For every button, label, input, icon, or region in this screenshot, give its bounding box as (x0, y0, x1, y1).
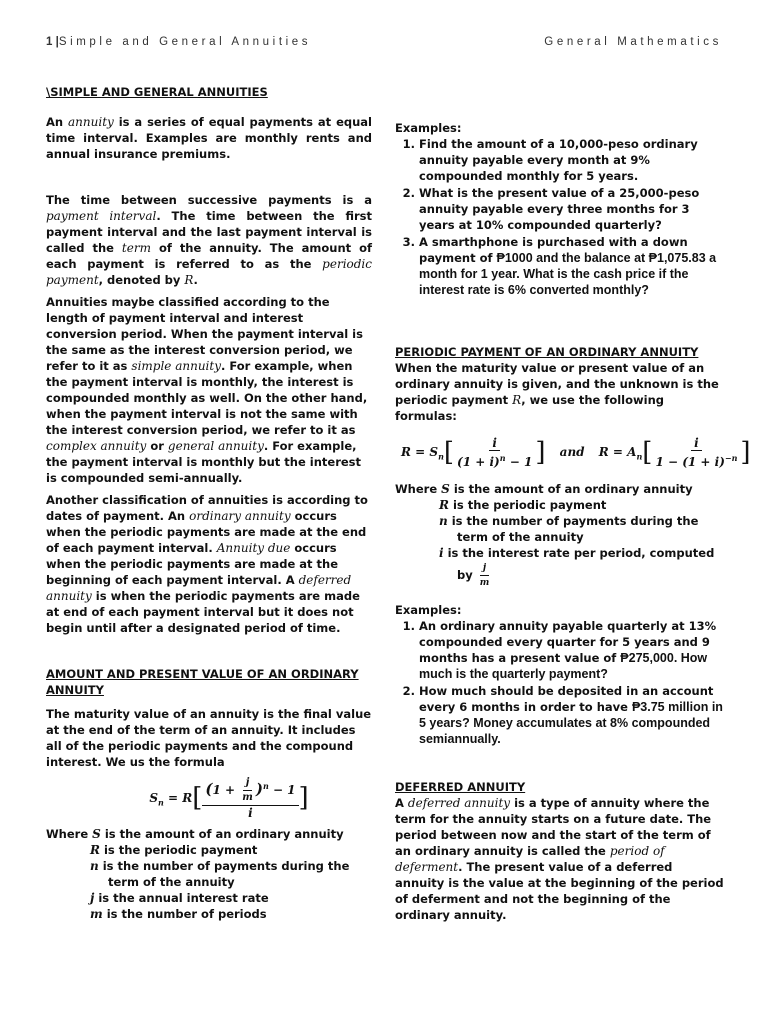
where-line: i is the interest rate per period, computed (439, 546, 715, 560)
paragraph-classification-dates: Another classification of annuities is according to dates of payment. An ordinary annuity occurs when the periodic payments are made at the end of each payment interval. Annuity due occurs when the periodic payments are made at the beginning of each payment interval. A deferred annuity is when the periodic payments are made at end of each payment interval but it does not begin until after a designated period of time. (46, 493, 368, 635)
section-heading-periodic-payment: PERIODIC PAYMENT OF AN ORDINARY ANNUITY (395, 345, 699, 359)
where-line: Where S is the amount of an ordinary annuity (395, 482, 693, 496)
section-heading-amount-present-value: AMOUNT AND PRESENT VALUE OF AN ORDINARY ANNUITY (46, 667, 359, 697)
where-line: R is the periodic payment (439, 498, 607, 512)
paragraph-periodic-payment: When the maturity value or present value of an ordinary annuity is given, and the unknown is the periodic payment R, we use the following formulas: (395, 361, 719, 423)
term-annuity: annuity (68, 115, 114, 129)
formula-periodic-payment: $R = S_n$[ $\frac{i}{(1 + i)^n - 1}$ ] and $R = A_n$[ $\frac{i}{1 - (1 + i)^{-n}}$ ] (401, 436, 751, 469)
term-deferred-annuity: deferred annuity (46, 573, 352, 603)
page-number: 1 | (46, 36, 59, 48)
formula-amount-ordinary-annuity: $S_n = R$[ (1 + $\frac{j}{m}$ )$^n$ − 1 i ] (149, 777, 309, 820)
where-line: Where S is the amount of an ordinary annuity (46, 827, 344, 841)
term-period-of-deferment: period of deferment (395, 844, 665, 874)
paragraph-deferred-annuity: A deferred annuity is a type of annuity where the term for the annuity starts on a future date. The period between now and the start of the term of an ordinary annuity is called the period of deferment. The present value of a deferred annuity is the value at the beginning of the period of deferment and not the beginning of the ordinary annuity. (395, 796, 724, 922)
examples-list-1 (395, 136, 725, 298)
where-line: term of the annuity (108, 875, 235, 889)
where-line: n is the number of payments during the (90, 859, 350, 873)
term-periodic-payment: periodic payment (46, 257, 372, 287)
where-line: R is the periodic payment (90, 843, 258, 857)
term-complex-annuity: complex annuity (46, 439, 147, 453)
example-item: 2. How much should be deposited in an account every 6 months in order to have ₱3.75 million in 5 years? Money accumulates at 8% compounded semiannually. (419, 683, 725, 747)
where-line: n is the number of payments during the (439, 514, 699, 528)
examples-label: Examples: (395, 121, 462, 135)
where-line: term of the annuity (457, 530, 584, 544)
where-line: by $\frac{j}{m}$ (457, 563, 490, 588)
term-deferred-annuity: deferred annuity (407, 796, 511, 810)
example-item: 1. An ordinary annuity payable quarterly at 13% compounded every quarter for 5 years and 9 months has a present value of ₱275,000. How much is the quarterly payment? (419, 618, 725, 682)
header-left-title: Simple and General Annuities (58, 36, 312, 48)
term-ordinary-annuity: ordinary annuity (189, 509, 291, 523)
where-list-payment (395, 481, 725, 590)
term-simple-annuity: simple annuity (131, 359, 221, 373)
right-column (395, 120, 751, 923)
section-heading-deferred-annuity: DEFERRED ANNUITY (395, 780, 526, 794)
main-heading: \SIMPLE AND GENERAL ANNUITIES (46, 85, 268, 99)
example-item: 3. A smarthphone is purchased with a down payment of ₱1000 and the balance at ₱1,075.83 a month for 1 year. What is the cash price if the interest rate is 6% converted monthly? (419, 234, 725, 298)
where-list-amount (46, 826, 372, 922)
paragraph-payment-interval: The time between successive payments is a payment interval. The time between the first payment interval and the last payment interval is called the term of the annuity. The amount of each payment is referred to as the periodic payment, denoted by R. (46, 193, 372, 287)
paragraph-simple-general: Annuities maybe classified according to the length of payment interval and interest conversion period. When the payment interval is the same as the interest conversion period, we refer to it as simple annuity. For example, when the payment interval is monthly, the interest is compounded monthly as well. On the other hand, when the payment interval is not the same with the interest conversion period, we refer to it as complex annuity or general annuity. For example, the payment interval is monthly but the interest is compounded semi-annually. (46, 295, 368, 485)
examples-list-2 (395, 618, 725, 747)
term-annuity-due: Annuity due (216, 541, 291, 555)
example-item: 2. What is the present value of a 25,000-peso annuity payable every three months for 3 years at 10% compounded quarterly? (419, 185, 725, 233)
paragraph-maturity-value: The maturity value of an annuity is the final value at the end of the term of an annuity. It includes all of the periodic payments and the compound interest. We us the formula (46, 707, 372, 769)
example-item: 1. Find the amount of a 10,000-peso ordinary annuity payable every month at 9% compounded monthly for 5 years. (419, 136, 725, 184)
left-column (46, 84, 372, 922)
page-header (46, 36, 722, 48)
where-line: j is the annual interest rate (90, 891, 269, 905)
paragraph-annuity-definition: An annuity is a series of equal payments at equal time interval. Examples are monthly rents and annual insurance premiums. (46, 115, 373, 161)
examples-label: Examples: (395, 603, 462, 617)
term-term: term (121, 241, 151, 255)
term-payment-interval: payment interval (46, 209, 157, 223)
header-right-title: General Mathematics (544, 36, 722, 48)
where-line: m is the number of periods (90, 907, 267, 921)
term-general-annuity: general annuity (167, 439, 264, 453)
header-left (46, 36, 311, 48)
